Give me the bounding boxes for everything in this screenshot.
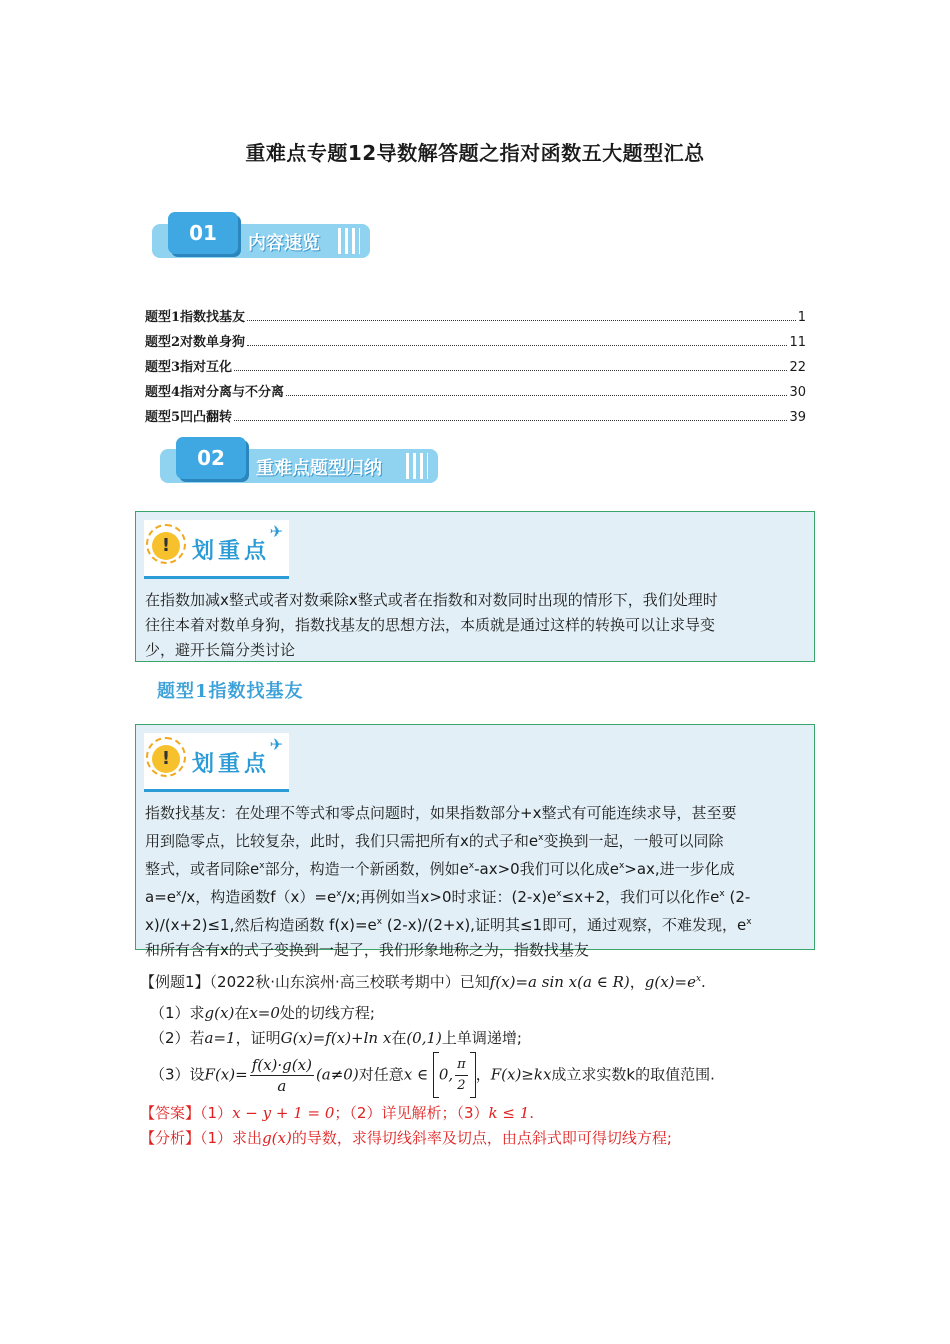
toc-row[interactable]: 题型4指对分离与不分离 30: [145, 385, 806, 400]
paper-plane-icon: ✈: [269, 522, 283, 541]
lightbulb-icon: !: [152, 745, 180, 773]
banner-label: 内容速览: [248, 233, 320, 254]
toc-row[interactable]: 题型5凹凸翻转 39: [145, 410, 806, 425]
question-2: （2）若a=1，证明G(x)=f(x)+ln x在(0,1)上单调递增;: [150, 1029, 522, 1047]
answer-line: 【答案】（1）x − y + 1 = 0；（2）详见解析；（3）k ≤ 1.: [140, 1104, 535, 1122]
key-point-text: 指数找基友：在处理不等式和零点问题时，如果指数部分+x整式有可能连续求导，甚至要 用到隐零点，比较复杂，此时，我们只需把所有x的式子和$e^x$变换到一起，一般可以同除 整式，或者同除$e^x$部分，构造一个新函数，例如$e^x-ax>0$我们可以化成$e^x>ax$,进一步化成 $a=e^x/x$，构造函数$f(x)=e^x/x$;再例如当x>0时求证：$(2-x)e^x\le x+2$，我们可以化作$e^x$ (2- x)/(x+2)≤1,然后构造函数 $f(x)=e^x$ (2-x)/(2+x),证明其≤1即可，通过观察，不难发现，$e^x$ 和所有含有x的式子变换到一起了，我们形象地称之为，指数找基友: [145, 804, 752, 959]
key-point-box: [135, 511, 815, 662]
table-of-contents: [145, 300, 806, 425]
key-point-header: ! 划重点 ✈: [144, 733, 289, 792]
lightbulb-icon: !: [152, 532, 180, 560]
page-title: 重难点专题12导数解答题之指对函数五大题型汇总: [245, 141, 705, 165]
banner-number: 02: [176, 437, 246, 479]
section-banner-types: [160, 435, 438, 485]
paper-plane-icon: ✈: [269, 735, 283, 754]
key-point-header: ! 划重点 ✈: [144, 520, 289, 579]
key-point-text: 在指数加减x整式或者对数乘除x整式或者在指数和对数同时出现的情形下，我们处理时 往往本着对数单身狗，指数找基友的思想方法，本质就是通过这样的转换可以让求导变 少，避开长篇分类讨论: [145, 591, 718, 659]
question-1: （1）求g(x)在x=0处的切线方程;: [150, 1004, 375, 1022]
example-statement: 【例题1】（2022秋·山东滨州·高三校联考期中）已知f(x)=a sin x(a ∈ R)，$g(x)=e^x$.: [140, 973, 706, 991]
section-banner-overview: [152, 210, 370, 260]
toc-row[interactable]: 题型1指数找基友 1: [145, 310, 806, 325]
question-3: （3）设F(x)= $\frac{f(x)\cdot g(x)}{a}$ (a≠0)对任意x ∈ 0, $\frac{\pi}{2}$ ，F(x)≥kx成立求实数k的取值范围.: [150, 1052, 715, 1098]
toc-row[interactable]: 题型2对数单身狗 11: [145, 335, 806, 350]
analysis-line: 【分析】（1）求出g(x)的导数，求得切线斜率及切点，由点斜式即可得切线方程;: [140, 1129, 672, 1147]
section-heading: 题型1指数找基友: [157, 681, 304, 702]
banner-label: 重难点题型归纳: [256, 458, 382, 479]
banner-number: 01: [168, 212, 238, 254]
key-point-box: [135, 724, 815, 959]
toc-row[interactable]: 题型3指对互化 22: [145, 360, 806, 375]
